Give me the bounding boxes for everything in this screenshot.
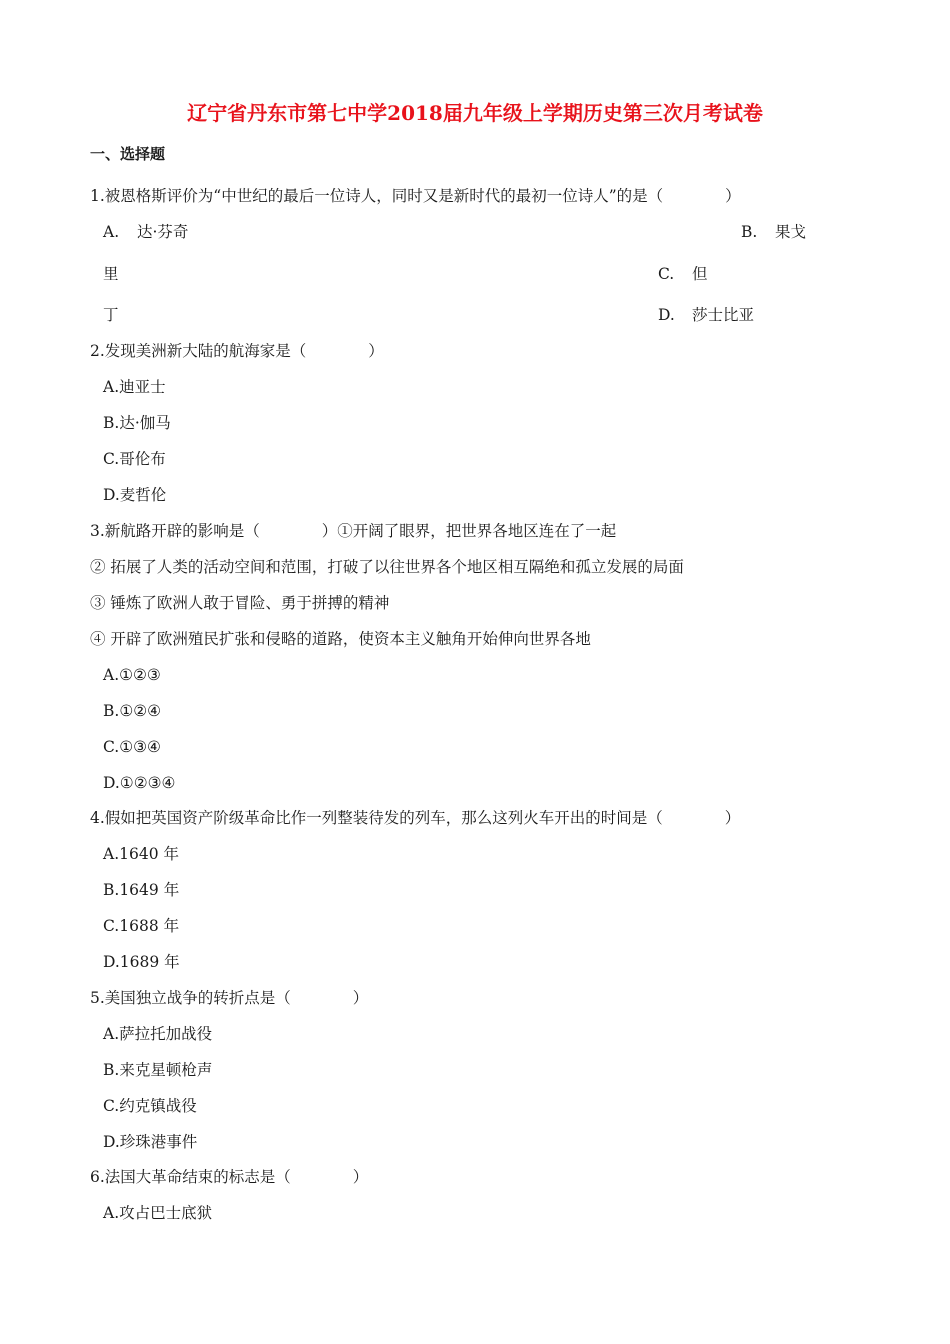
q2-option-b: B.达·伽马 [103, 414, 171, 432]
q2-option-d: D.麦哲伦 [103, 486, 167, 504]
q6-option-a: A.攻占巴士底狱 [103, 1204, 213, 1222]
q1-option-b-label: B. [741, 223, 758, 241]
q1-option-a-label: A. [103, 223, 120, 241]
q2-option-a: A.迪亚士 [103, 378, 166, 396]
q3-item-3: ③ 锤炼了欧洲人敢于冒险、勇于拼搏的精神 [90, 594, 390, 612]
q1-option-c-text: 但 [692, 265, 708, 283]
q3-item-4: ④ 开辟了欧洲殖民扩张和侵略的道路，使资本主义触角开始伸向世界各地 [90, 630, 591, 648]
q5-option-b: B.来克星顿枪声 [103, 1061, 213, 1079]
q3-option-c: C.①③④ [103, 738, 161, 756]
q5-option-c: C.约克镇战役 [103, 1097, 197, 1115]
q4-option-a: A.1640 年 [103, 845, 179, 863]
q4-option-c: C.1688 年 [103, 917, 180, 935]
q1-option-c-label: C. [658, 265, 675, 283]
q3-option-d: D.①②③④ [103, 774, 176, 792]
q5-option-d: D.珍珠港事件 [103, 1133, 198, 1151]
q1-stem: 1.被恩格斯评价为“中世纪的最后一位诗人，同时又是新时代的最初一位诗人”的是（ ） [90, 187, 741, 205]
q1-option-b-continuation: 里 [103, 265, 119, 283]
q3-option-b: B.①②④ [103, 702, 162, 720]
q1-option-b-text: 果戈 [775, 223, 807, 241]
q4-stem: 4.假如把英国资产阶级革命比作一列整装待发的列车，那么这列火车开出的时间是（ ） [90, 809, 741, 827]
q3-option-a: A.①②③ [103, 666, 161, 684]
q1-option-d-text: 莎士比亚 [692, 306, 755, 324]
section-heading: 一、选择题 [90, 145, 166, 163]
q4-option-d: D.1689 年 [103, 953, 180, 971]
q1-option-d-label: D. [658, 306, 675, 324]
q2-option-c: C.哥伦布 [103, 450, 166, 468]
q3-stem: 3.新航路开辟的影响是（ ）①开阔了眼界，把世界各地区连在了一起 [90, 522, 617, 540]
q6-stem: 6.法国大革命结束的标志是（ ） [90, 1168, 369, 1186]
q1-option-a-text: 达·芬奇 [137, 223, 189, 241]
q4-option-b: B.1649 年 [103, 881, 180, 899]
q1-option-c-continuation: 丁 [103, 306, 119, 324]
q3-item-2: ② 拓展了人类的活动空间和范围，打破了以往世界各个地区相互隔绝和孤立发展的局面 [90, 558, 684, 576]
page-title: 辽宁省丹东市第七中学2018届九年级上学期历史第三次月考试卷 [187, 101, 763, 125]
q5-option-a: A.萨拉托加战役 [103, 1025, 213, 1043]
q5-stem: 5.美国独立战争的转折点是（ ） [90, 989, 369, 1007]
q2-stem: 2.发现美洲新大陆的航海家是（ ） [90, 342, 384, 360]
